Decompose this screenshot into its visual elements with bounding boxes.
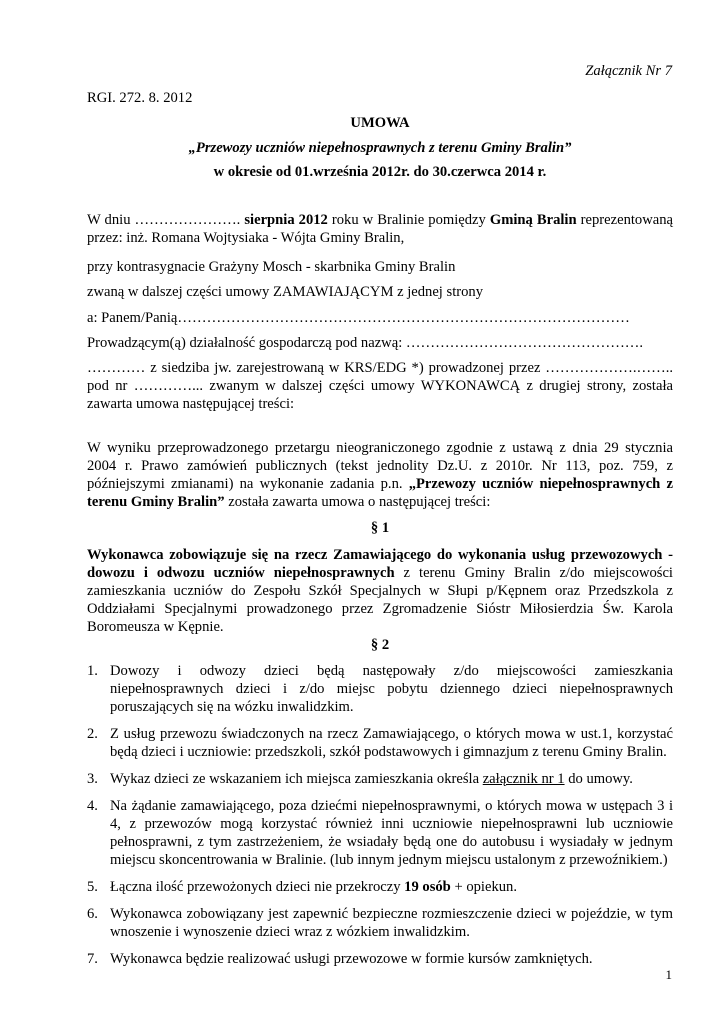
contract-period: w okresie od 01.września 2012r. do 30.czerwca 2014 r. xyxy=(213,164,547,180)
section-2-heading: § 2 xyxy=(370,637,390,653)
list-item-number: 7. xyxy=(87,951,98,967)
list-item xyxy=(87,878,673,896)
list-item-text-b: + opiekun. xyxy=(450,879,517,895)
list-item-text-b: do umowy. xyxy=(564,771,633,787)
attachment-reference: załącznik nr 1 xyxy=(482,771,565,787)
page-number: 1 xyxy=(665,967,672,982)
contract-date: sierpnia 2012 xyxy=(244,212,328,228)
list-item-text-a: Łączna ilość przewożonych dzieci nie przekroczy xyxy=(110,879,405,895)
section-1-bold-text: Wykonawca zobowiązuje się na rzecz Zamawiającego do wykonania usług przewozowych - dowozu i odwozu uczniów niepełnosprawnych xyxy=(87,547,673,581)
list-item xyxy=(87,950,673,968)
list-item-text: Na żądanie zamawiającego, poza dziećmi niepełnosprawnymi, o których mowa w ustępach 3 i 4, z przewozów mogą korzystać również inni uczniowie niepełnosprawni lub uczniowie pełnosprawni, z tym zastrzeżeniem, że wsiadały będą one do autobusu i wysiadały w jednym miejscu skoncentrowania w Bralinie. (lub innym jednym miejscu ustalonym z przewoźnikiem.) xyxy=(110,798,673,868)
section-2-list xyxy=(87,662,673,968)
list-item-number: 6. xyxy=(87,906,98,922)
list-item xyxy=(87,725,673,761)
list-item-text-a: Wykaz dzieci ze wskazaniem ich miejsca zamieszkania określa xyxy=(110,771,483,787)
municipality-name: Gminą Bralin xyxy=(489,212,577,228)
list-item-text: Wykonawca zobowiązany jest zapewnić bezpieczne rozmieszczenie dzieci w pojeździe, w tym wnoszenie i wynoszenie dzieci wraz z wózkiem inwalidzkim. xyxy=(110,906,673,940)
parties-text-a: W dniu …………………. xyxy=(87,212,245,228)
parties-paragraph xyxy=(87,211,673,247)
intro-text-b: została zawarta umowa o następującej treści: xyxy=(224,494,491,510)
max-passengers: 19 osób xyxy=(404,879,451,895)
intro-task-name: „Przewozy uczniów niepełnosprawnych z terenu Gminy Bralin” xyxy=(87,476,673,510)
list-item-text: Z usług przewozu świadczonych na rzecz Zamawiającego, o których mowa w ust.1, korzystać będą dzieci i uczniowie: przedszkoli, szkół podstawowych i gimnazjum z terenu Gminy Bralin. xyxy=(110,726,673,760)
reference-number: RGI. 272. 8. 2012 xyxy=(87,90,193,106)
list-item-text: Dowozy i odwozy dzieci będą następowały z/do miejscowości zamieszkania niepełnosprawnych dzieci i z/do miejsc pobytu dziennego dzieci niepełnosprawnych poruszających się na wózku inwalidzkim. xyxy=(110,663,673,715)
intro-text-a: W wyniku przeprowadzonego przetargu nieograniczonego zgodnie z ustawą z dnia 29 stycznia 2004 r. Prawo zamówień publicznych (tekst jednolity Dz.U. z 2010r. Nr 113, poz. 759, z późniejszymi zmianami) na wykonanie zadania p.n. xyxy=(87,440,673,492)
document-heading: UMOWA xyxy=(350,115,410,131)
contractor-details-paragraph: ………… z siedziba jw. zarejestrowaną w KRS/EDG *) prowadzonej przez ……………….…….. pod nr …………... zwanym w dalszej części umowy WYKONAWCĄ z drugiej strony, została zawarta umowa następującej treści: xyxy=(87,360,673,412)
section-1-paragraph xyxy=(87,546,673,636)
list-item xyxy=(87,662,673,716)
list-item-number: 4. xyxy=(87,798,98,814)
contractor-name-line: a: Panem/Panią………………………………………………………………………………… xyxy=(87,310,630,326)
list-item-number: 5. xyxy=(87,879,98,895)
list-item-number: 3. xyxy=(87,771,98,787)
list-item-text: Wykonawca będzie realizować usługi przewozowe w formie kursów zamkniętych. xyxy=(110,951,593,967)
attachment-label: Załącznik Nr 7 xyxy=(585,63,672,79)
list-item-number: 1. xyxy=(87,663,98,679)
list-item xyxy=(87,905,673,941)
section-1-text: z terenu Gminy Bralin z/do miejscowości zamieszkania uczniów do Zespołu Szkół Specjalnych w Słupi p/Kępnem oraz Przedszkola z Oddziałami Specjalnymi prowadzonego przez Zgromadzenie Sióstr Miłosierdzia Św. Karola Boromeusza w Kępnie. xyxy=(87,565,673,635)
section-1-heading: § 1 xyxy=(370,520,390,536)
parties-text-b: roku w Bralinie pomiędzy xyxy=(327,212,490,228)
ordering-party-line: zwaną w dalszej części umowy ZAMAWIAJĄCYM z jednej strony xyxy=(87,284,483,300)
intro-paragraph xyxy=(87,439,673,511)
list-item xyxy=(87,797,673,869)
list-item-number: 2. xyxy=(87,726,98,742)
countersignature-line: przy kontrasygnacie Grażyny Mosch - skarbnika Gminy Bralin xyxy=(87,259,456,275)
business-name-line: Prowadzącym(ą) działalność gospodarczą pod nazwą: …………………………………………. xyxy=(87,335,644,351)
parties-text-c: reprezentowaną przez: inż. Romana Wojtysiaka - Wójta Gminy Bralin, xyxy=(87,212,674,246)
contract-subject: „Przewozy uczniów niepełnosprawnych z terenu Gminy Bralin” xyxy=(188,140,572,156)
list-item xyxy=(87,770,673,788)
